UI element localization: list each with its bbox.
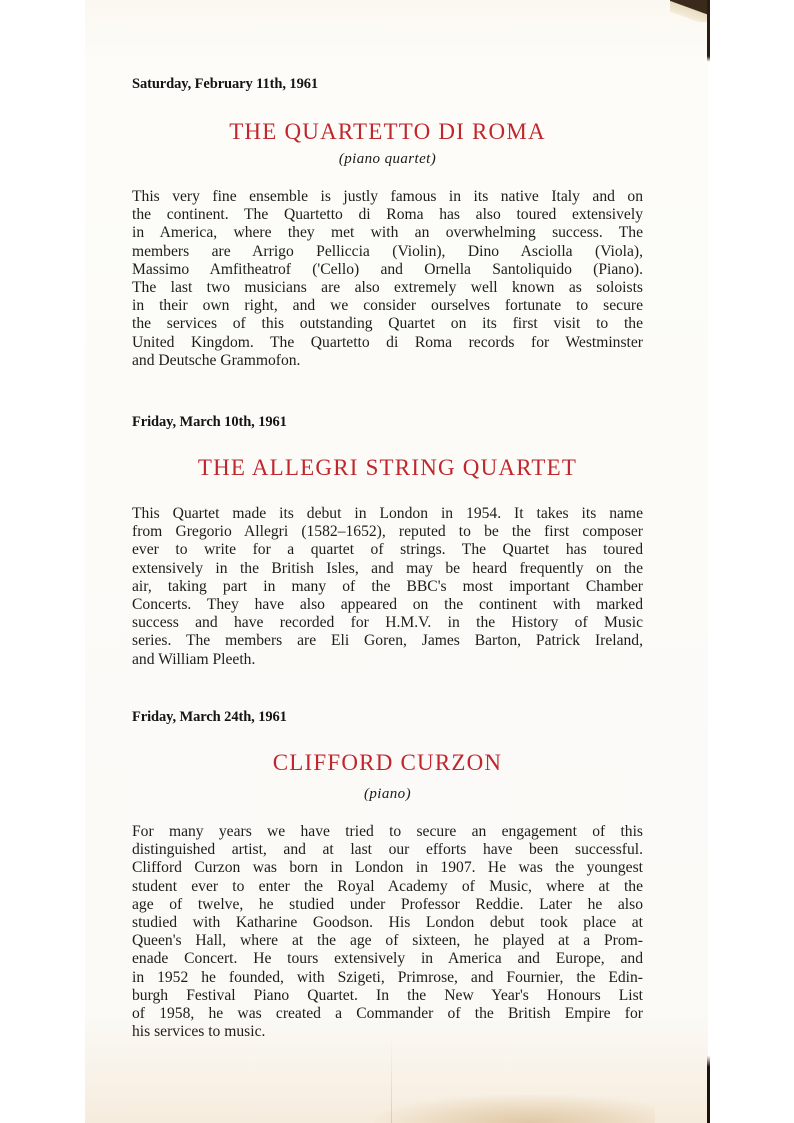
description-line: in America, where they met with an overwhelming success. The xyxy=(132,224,643,242)
description-line: The last two musicians are also extremely well known as soloists xyxy=(132,279,643,297)
concert-description xyxy=(132,823,643,1041)
description-line: series. The members are Eli Goren, James Barton, Patrick Ireland, xyxy=(132,632,643,650)
concert-title: CLIFFORD CURZON xyxy=(272,750,503,775)
concert-section-clifford-curzon xyxy=(132,709,643,1041)
description-line: the services of this outstanding Quartet on its first visit to the xyxy=(132,315,643,333)
concert-subtitle: (piano) xyxy=(364,786,411,802)
concert-description xyxy=(132,505,643,669)
description-line: and William Pleeth. xyxy=(132,650,256,668)
description-line: in 1952 he founded, with Szigeti, Primrose, and Fournier, the Edin- xyxy=(132,968,643,986)
concert-date: Friday, March 10th, 1961 xyxy=(132,414,287,430)
concert-title: THE ALLEGRI STRING QUARTET xyxy=(197,455,578,480)
description-line: burgh Festival Piano Quartet. In the New Year's Honours List xyxy=(132,986,643,1004)
description-line: and Deutsche Grammofon. xyxy=(132,351,301,369)
description-line: United Kingdom. The Quartetto di Roma records for Westminster xyxy=(132,333,643,351)
concert-title: THE QUARTETTO DI ROMA xyxy=(229,119,546,144)
description-line: members are Arrigo Pelliccia (Violin), Dino Asciolla (Viola), xyxy=(132,242,643,260)
description-line: in their own right, and we consider ourselves fortunate to secure xyxy=(132,297,643,315)
description-line: Massimo Amfitheatrof ('Cello) and Ornella Santoliquido (Piano). xyxy=(132,260,643,278)
concert-date: Friday, March 24th, 1961 xyxy=(132,709,287,725)
description-line: This very fine ensemble is justly famous in its native Italy and on xyxy=(132,188,643,205)
concert-subtitle: (piano quartet) xyxy=(338,151,437,167)
description-line: success and have recorded for H.M.V. in the History of Music xyxy=(132,614,643,632)
description-line: his services to music. xyxy=(132,1023,266,1041)
description-line: student ever to enter the Royal Academy of Music, where at the xyxy=(132,877,643,895)
description-line: from Gregorio Allegri (1582–1652), reputed to be the first composer xyxy=(132,523,643,541)
description-line: For many years we have tried to secure an engagement of this xyxy=(132,823,643,840)
description-line: extensively in the British Isles, and may be heard frequently on the xyxy=(132,559,643,577)
concert-section-quartetto-di-roma xyxy=(132,76,643,370)
description-line: studied with Katharine Goodson. His London debut took place at xyxy=(132,914,643,932)
concert-section-allegri-string-quartet xyxy=(132,414,643,669)
description-line: age of twelve, he studied under Professor Reddie. Later he also xyxy=(132,895,643,913)
folded-corner xyxy=(670,0,708,22)
description-line: This Quartet made its debut in London in 1954. It takes its name xyxy=(132,505,643,522)
description-line: of 1958, he was created a Commander of the British Empire for xyxy=(132,1005,643,1023)
description-line: distinguished artist, and at last our efforts have been successful. xyxy=(132,841,643,859)
description-line: Clifford Curzon was born in London in 1907. He was the youngest xyxy=(132,859,643,877)
description-line: ever to write for a quartet of strings. The Quartet has toured xyxy=(132,541,643,559)
description-line: enade Concert. He tours extensively in America and Europe, and xyxy=(132,950,643,968)
description-line: the continent. The Quartetto di Roma has also toured extensively xyxy=(132,206,643,224)
description-line: Queen's Hall, where at the age of sixteen, he played at a Prom- xyxy=(132,932,643,950)
concert-description xyxy=(132,188,643,370)
description-line: Concerts. They have also appeared on the continent with marked xyxy=(132,596,643,614)
concert-date: Saturday, February 11th, 1961 xyxy=(132,76,319,92)
paper-stain xyxy=(375,1095,655,1123)
paper-crease xyxy=(391,1038,392,1123)
description-line: air, taking part in many of the BBC's most important Chamber xyxy=(132,577,643,595)
